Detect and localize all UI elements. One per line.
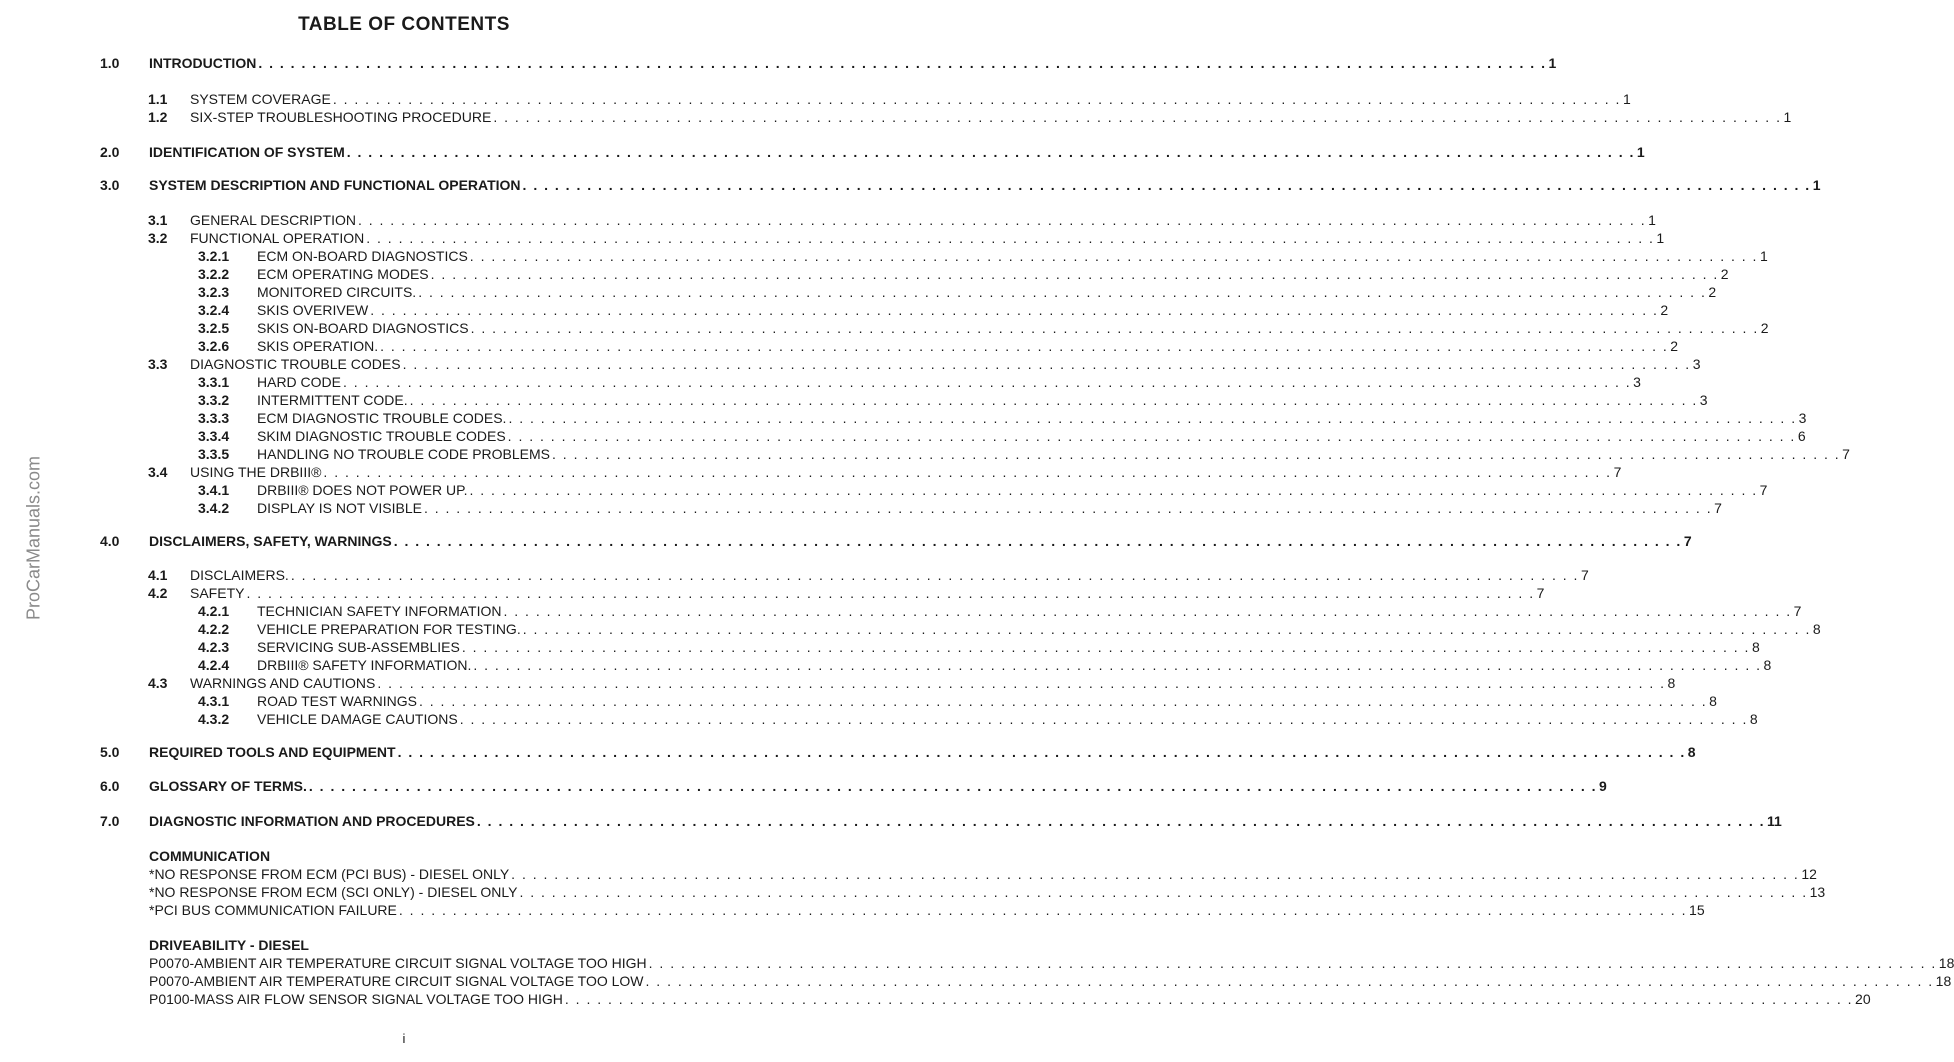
toc-entry-title: DRBIII® SAFETY INFORMATION. <box>257 657 472 673</box>
toc-dot-leader: . . . . . . . . . . . . . . . . . . . . . . . . . . . . . . . . . . . . . . . . . . . . . . . . . . . . . . . . . . . . . . . . . . . . . . . . . . . . . . . . . . . . . . . . . . . . . . . . . . . . . . . . . . . . . . . . . . . . . . . . <box>476 813 1766 829</box>
toc-entry[interactable] <box>0 247 1768 265</box>
toc-page-number: 8 <box>1709 693 1717 709</box>
toc-dot-leader: . . . . . . . . . . . . . . . . . . . . . . . . . . . . . . . . . . . . . . . . . . . . . . . . . . . . . . . . . . . . . . . . . . . . . . . . . . . . . . . . . . . . . . . . . . . . . . . . . . . . . . . . . . . . . . . . . . . . . . . . <box>564 991 1854 1007</box>
toc-entry-title: DISPLAY IS NOT VISIBLE <box>257 500 422 516</box>
toc-entry[interactable] <box>0 337 1679 355</box>
toc-entry[interactable] <box>0 710 1758 728</box>
toc-entry[interactable] <box>0 463 1622 481</box>
toc-entry-title: ROAD TEST WARNINGS <box>257 693 417 709</box>
toc-dot-leader: . . . . . . . . . . . . . . . . . . . . . . . . . . . . . . . . . . . . . . . . . . . . . . . . . . . . . . . . . . . . . . . . . . . . . . . . . . . . . . . . . . . . . . . . . . . . . . . . . . . . . . . . . . . . . . . . . . . . . . . . <box>493 109 1782 125</box>
toc-entry-title: SYSTEM COVERAGE <box>190 91 331 107</box>
toc-page-number: 8 <box>1751 639 1760 655</box>
toc-entry-number: 3.4 <box>148 464 168 480</box>
toc-dot-leader: . . . . . . . . . . . . . . . . . . . . . . . . . . . . . . . . . . . . . . . . . . . . . . . . . . . . . . . . . . . . . . . . . . . . . . . . . . . . . . . . . . . . . . . . . . . . . . . . . . . . . . . . . . . . . . . . . . . . . . . . <box>258 55 1547 71</box>
toc-entry-number: 3.0 <box>100 177 120 193</box>
toc-page-number: 8 <box>1812 621 1821 637</box>
toc-entry-number: 3.3.4 <box>198 428 230 444</box>
toc-entry[interactable] <box>0 54 1557 72</box>
toc-dot-leader: . . . . . . . . . . . . . . . . . . . . . . . . . . . . . . . . . . . . . . . . . . . . . . . . . . . . . . . . . . . . . . . . . . . . . . . . . . . . . . . . . . . . . . . . . . . . . . . . . . . . . . . . . . . . . . . . . . . . . . . . <box>393 533 1682 549</box>
toc-entry-title: DISCLAIMERS. <box>190 567 289 583</box>
toc-entry[interactable] <box>0 883 1826 901</box>
toc-page-number: 1 <box>1783 109 1792 125</box>
toc-dot-leader: . . . . . . . . . . . . . . . . . . . . . . . . . . . . . . . . . . . . . . . . . . . . . . . . . . . . . . . . . . . . . . . . . . . . . . . . . . . . . . . . . . . . . . . . . . . . . . . . . . . . . . . . . . . . . . . . . . . . . . . . <box>409 392 1698 408</box>
toc-dot-leader: . . . . . . . . . . . . . . . . . . . . . . . . . . . . . . . . . . . . . . . . . . . . . . . . . . . . . . . . . . . . . . . . . . . . . . . . . . . . . . . . . . . . . . . . . . . . . . . . . . . . . . . . . . . . . . . . . . . . . . . . <box>402 356 1691 372</box>
toc-entry[interactable] <box>0 777 1607 795</box>
toc-entry-title: USING THE DRBIII® <box>190 464 322 480</box>
toc-entry[interactable] <box>0 445 1850 463</box>
toc-entry-number: 3.2.5 <box>198 320 230 336</box>
toc-page-number: 8 <box>1763 657 1772 673</box>
toc-entry[interactable] <box>0 391 1708 409</box>
toc-page-number: 12 <box>1801 866 1817 882</box>
toc-dot-leader: . . . . . . . . . . . . . . . . . . . . . . . . . . . . . . . . . . . . . . . . . . . . . . . . . . . . . . . . . . . . . . . . . . . . . . . . . . . . . . . . . . . . . . . . . . . . . . . . . . . . . . . . . . . . . . . . . . . . . . . . <box>645 973 1934 989</box>
toc-page-number: 2 <box>1708 284 1717 300</box>
toc-dot-leader: . . . . . . . . . . . . . . . . . . . . . . . . . . . . . . . . . . . . . . . . . . . . . . . . . . . . . . . . . . . . . . . . . . . . . . . . . . . . . . . . . . . . . . . . . . . . . . . . . . . . . . . . . . . . . . . . . . . . . . . . <box>473 657 1762 673</box>
toc-entry-title: DISCLAIMERS, SAFETY, WARNINGS <box>149 533 392 549</box>
toc-entry-number: 3.2 <box>148 230 168 246</box>
toc-page-number: 18 <box>1938 955 1954 971</box>
toc-entry[interactable] <box>0 954 1954 972</box>
toc-dot-leader: . . . . . . . . . . . . . . . . . . . . . . . . . . . . . . . . . . . . . . . . . . . . . . . . . . . . . . . . . . . . . . . . . . . . . . . . . . . . . . . . . . . . . . . . . . . . . . . . . . . . . . . . . . . . . . . . . . . . . . . . <box>380 338 1669 354</box>
toc-entry[interactable] <box>0 499 1722 517</box>
toc-page-number: 2 <box>1660 302 1669 318</box>
toc-dot-leader: . . . . . . . . . . . . . . . . . . . . . . . . . . . . . . . . . . . . . . . . . . . . . . . . . . . . . . . . . . . . . . . . . . . . . . . . . . . . . . . . . . . . . . . . . . . . . . . . . . . . . . . . . . . . . . . . . . . . . . . . <box>459 711 1748 727</box>
toc-dot-leader: . . . . . . . . . . . . . . . . . . . . . . . . . . . . . . . . . . . . . . . . . . . . . . . . . . . . . . . . . . . . . . . . . . . . . . . . . . . . . . . . . . . . . . . . . . . . . . . . . . . . . . . . . . . . . . . . . . . . . . . . <box>370 302 1659 318</box>
toc-entry[interactable] <box>0 108 1792 126</box>
toc-entry-number: 3.3.5 <box>198 446 230 462</box>
toc-page-number: 1 <box>1636 144 1645 160</box>
toc-entry-title: VEHICLE PREPARATION FOR TESTING. <box>257 621 521 637</box>
toc-entry-title: P0100-MASS AIR FLOW SENSOR SIGNAL VOLTAGE TOO HIGH <box>149 991 563 1007</box>
toc-entry-title: P0070-AMBIENT AIR TEMPERATURE CIRCUIT SIGNAL VOLTAGE TOO LOW <box>149 973 644 989</box>
toc-entry-number: 5.0 <box>100 744 120 760</box>
toc-dot-leader: . . . . . . . . . . . . . . . . . . . . . . . . . . . . . . . . . . . . . . . . . . . . . . . . . . . . . . . . . . . . . . . . . . . . . . . . . . . . . . . . . . . . . . . . . . . . . . . . . . . . . . . . . . . . . . . . . . . . . . . . <box>398 902 1688 918</box>
toc-entry-number: 3.2.4 <box>198 302 230 318</box>
toc-entry-number: 4.2.3 <box>198 639 230 655</box>
toc-entry-number: 4.2 <box>148 585 168 601</box>
toc-entry-title: IDENTIFICATION OF SYSTEM <box>149 144 345 160</box>
toc-page-number: 1 <box>1622 91 1631 107</box>
toc-page-number: 2 <box>1760 320 1769 336</box>
toc-page-number: 8 <box>1687 744 1696 760</box>
toc-entry[interactable] <box>0 692 1717 710</box>
toc-entry-title: SKIS OVERIVEW <box>257 302 369 318</box>
toc-dot-leader: . . . . . . . . . . . . . . . . . . . . . . . . . . . . . . . . . . . . . . . . . . . . . . . . . . . . . . . . . . . . . . . . . . . . . . . . . . . . . . . . . . . . . . . . . . . . . . . . . . . . . . . . . . . . . . . . . . . . . . . . <box>470 320 1759 336</box>
toc-entry[interactable] <box>0 301 1669 319</box>
toc-entry-title: SKIS OPERATION. <box>257 338 379 354</box>
toc-entry[interactable] <box>0 901 1705 919</box>
toc-entry-title: SERVICING SUB-ASSEMBLIES <box>257 639 460 655</box>
toc-entry-number: 4.0 <box>100 533 120 549</box>
toc-dot-leader: . . . . . . . . . . . . . . . . . . . . . . . . . . . . . . . . . . . . . . . . . . . . . . . . . . . . . . . . . . . . . . . . . . . . . . . . . . . . . . . . . . . . . . . . . . . . . . . . . . . . . . . . . . . . . . . . . . . . . . . . <box>418 284 1707 300</box>
toc-entry[interactable] <box>0 283 1717 301</box>
toc-entry[interactable] <box>0 427 1806 445</box>
toc-dot-leader: . . . . . . . . . . . . . . . . . . . . . . . . . . . . . . . . . . . . . . . . . . . . . . . . . . . . . . . . . . . . . . . . . . . . . . . . . . . . . . . . . . . . . . . . . . . . . . . . . . . . . . . . . . . . . . . . . . . . . . . . <box>503 603 1792 619</box>
toc-entry-title: INTRODUCTION <box>149 55 257 71</box>
toc-entry-number: 1.2 <box>148 109 168 125</box>
toc-entry-number: 4.2.2 <box>198 621 230 637</box>
toc-dot-leader: . . . . . . . . . . . . . . . . . . . . . . . . . . . . . . . . . . . . . . . . . . . . . . . . . . . . . . . . . . . . . . . . . . . . . . . . . . . . . . . . . . . . . . . . . . . . . . . . . . . . . . . . . . . . . . . . . . . . . . . . <box>648 955 1937 971</box>
toc-page-number: 7 <box>1793 603 1802 619</box>
toc-entry-number: 3.2.6 <box>198 338 230 354</box>
toc-entry[interactable] <box>0 176 1821 194</box>
toc-entry-title: DRIVEABILITY - DIESEL <box>149 937 309 953</box>
toc-entry-number: 4.1 <box>148 567 168 583</box>
toc-entry-number: 3.2.3 <box>198 284 230 300</box>
toc-section-heading[interactable] <box>0 847 808 865</box>
toc-dot-leader: . . . . . . . . . . . . . . . . . . . . . . . . . . . . . . . . . . . . . . . . . . . . . . . . . . . . . . . . . . . . . . . . . . . . . . . . . . . . . . . . . . . . . . . . . . . . . . . . . . . . . . . . . . . . . . . . . . . . . . . . <box>423 500 1713 516</box>
toc-page-number: 8 <box>1749 711 1758 727</box>
page-title: TABLE OF CONTENTS <box>298 14 510 35</box>
toc-entry-number: 3.2.1 <box>198 248 230 264</box>
toc-page-number: 13 <box>1809 884 1826 900</box>
toc-entry-number: 3.4.1 <box>198 482 230 498</box>
toc-dot-leader: . . . . . . . . . . . . . . . . . . . . . . . . . . . . . . . . . . . . . . . . . . . . . . . . . . . . . . . . . . . . . . . . . . . . . . . . . . . . . . . . . . . . . . . . . . . . . . . . . . . . . . . . . . . . . . . . . . . . . . . . <box>397 744 1686 760</box>
toc-entry[interactable] <box>0 143 1645 161</box>
toc-entry[interactable] <box>0 584 1545 602</box>
page-number: i <box>402 1031 406 1046</box>
toc-entry-title: P0070-AMBIENT AIR TEMPERATURE CIRCUIT SIGNAL VOLTAGE TOO HIGH <box>149 955 647 971</box>
toc-page-number: 18 <box>1935 973 1952 989</box>
toc-page-number: 7 <box>1613 464 1622 480</box>
toc-entry-title: SKIM DIAGNOSTIC TROUBLE CODES <box>257 428 506 444</box>
toc-entry[interactable] <box>0 656 1772 674</box>
toc-entry[interactable] <box>0 865 1817 883</box>
toc-entry[interactable] <box>0 620 1821 638</box>
toc-section-heading[interactable] <box>0 936 808 954</box>
toc-page-number: 7 <box>1536 585 1545 601</box>
toc-entry-number: 4.3 <box>148 675 168 691</box>
toc-entry-title: SIX-STEP TROUBLESHOOTING PROCEDURE <box>190 109 492 125</box>
toc-dot-leader: . . . . . . . . . . . . . . . . . . . . . . . . . . . . . . . . . . . . . . . . . . . . . . . . . . . . . . . . . . . . . . . . . . . . . . . . . . . . . . . . . . . . . . . . . . . . . . . . . . . . . . . . . . . . . . . . . . . . . . . . <box>343 374 1632 390</box>
toc-page-number: 1 <box>1648 212 1656 228</box>
toc-entry[interactable] <box>0 319 1769 337</box>
toc-entry[interactable] <box>0 373 1641 391</box>
toc-page-number: 11 <box>1767 813 1782 829</box>
toc-entry-title: WARNINGS AND CAUTIONS <box>190 675 376 691</box>
toc-entry[interactable] <box>0 532 1692 550</box>
toc-dot-leader: . . . . . . . . . . . . . . . . . . . . . . . . . . . . . . . . . . . . . . . . . . . . . . . . . . . . . . . . . . . . . . . . . . . . . . . . . . . . . . . . . . . . . . . . . . . . . . . . . . . . . . . . . . . . . . . . . . . . . . . . <box>519 884 1808 900</box>
toc-entry-title: DRBIII® DOES NOT POWER UP. <box>257 482 468 498</box>
toc-dot-leader: . . . . . . . . . . . . . . . . . . . . . . . . . . . . . . . . . . . . . . . . . . . . . . . . . . . . . . . . . . . . . . . . . . . . . . . . . . . . . . . . . . . . . . . . . . . . . . . . . . . . . . . . . . . . . . . . . . . . . . . . <box>377 675 1666 691</box>
toc-entry-title: GLOSSARY OF TERMS. <box>149 778 307 794</box>
toc-page-number: 6 <box>1797 428 1806 444</box>
toc-entry-title: REQUIRED TOOLS AND EQUIPMENT <box>149 744 396 760</box>
toc-entry-title: TECHNICIAN SAFETY INFORMATION <box>257 603 502 619</box>
toc-entry-number: 3.3.3 <box>198 410 230 426</box>
toc-page-number: 7 <box>1714 500 1722 516</box>
toc-dot-leader: . . . . . . . . . . . . . . . . . . . . . . . . . . . . . . . . . . . . . . . . . . . . . . . . . . . . . . . . . . . . . . . . . . . . . . . . . . . . . . . . . . . . . . . . . . . . . . . . . . . . . . . . . . . . . . . . . . . . . . . . <box>366 230 1655 246</box>
toc-entry[interactable] <box>0 972 1952 990</box>
toc-entry-title: DIAGNOSTIC TROUBLE CODES <box>190 356 401 372</box>
toc-entry-number: 4.3.1 <box>198 693 230 709</box>
toc-dot-leader: . . . . . . . . . . . . . . . . . . . . . . . . . . . . . . . . . . . . . . . . . . . . . . . . . . . . . . . . . . . . . . . . . . . . . . . . . . . . . . . . . . . . . . . . . . . . . . . . . . . . . . . . . . . . . . . . . . . . . . . . <box>522 177 1811 193</box>
toc-entry-number: 4.2.4 <box>198 657 230 673</box>
toc-entry[interactable] <box>0 481 1768 499</box>
toc-entry-title: *NO RESPONSE FROM ECM (SCI ONLY) - DIESEL ONLY <box>149 884 518 900</box>
toc-entry-number: 3.4.2 <box>198 500 230 516</box>
toc-dot-leader: . . . . . . . . . . . . . . . . . . . . . . . . . . . . . . . . . . . . . . . . . . . . . . . . . . . . . . . . . . . . . . . . . . . . . . . . . . . . . . . . . . . . . . . . . . . . . . . . . . . . . . . . . . . . . . . . . . . . . . . . <box>511 866 1800 882</box>
toc-entry[interactable] <box>0 990 1871 1008</box>
toc-entry[interactable] <box>0 602 1802 620</box>
toc-entry-number: 2.0 <box>100 144 120 160</box>
toc-page-number: 9 <box>1599 778 1607 794</box>
toc-entry[interactable] <box>0 409 1807 427</box>
toc-entry-title: SYSTEM DESCRIPTION AND FUNCTIONAL OPERATION <box>149 177 521 193</box>
toc-page-number: 1 <box>1656 230 1665 246</box>
toc-entry-title: *PCI BUS COMMUNICATION FAILURE <box>149 902 397 918</box>
toc-entry-number: 3.3.1 <box>198 374 230 390</box>
toc-entry-title: DIAGNOSTIC INFORMATION AND PROCEDURES <box>149 813 475 829</box>
toc-page-number: 2 <box>1670 338 1679 354</box>
toc-dot-leader: . . . . . . . . . . . . . . . . . . . . . . . . . . . . . . . . . . . . . . . . . . . . . . . . . . . . . . . . . . . . . . . . . . . . . . . . . . . . . . . . . . . . . . . . . . . . . . . . . . . . . . . . . . . . . . . . . . . . . . . . <box>346 144 1635 160</box>
toc-entry[interactable] <box>0 211 1656 229</box>
toc-dot-leader: . . . . . . . . . . . . . . . . . . . . . . . . . . . . . . . . . . . . . . . . . . . . . . . . . . . . . . . . . . . . . . . . . . . . . . . . . . . . . . . . . . . . . . . . . . . . . . . . . . . . . . . . . . . . . . . . . . . . . . . . <box>522 621 1811 637</box>
toc-page-number: 15 <box>1689 902 1705 918</box>
toc-dot-leader: . . . . . . . . . . . . . . . . . . . . . . . . . . . . . . . . . . . . . . . . . . . . . . . . . . . . . . . . . . . . . . . . . . . . . . . . . . . . . . . . . . . . . . . . . . . . . . . . . . . . . . . . . . . . . . . . . . . . . . . . <box>308 778 1598 794</box>
toc-page-number: 7 <box>1580 567 1589 583</box>
toc-dot-leader: . . . . . . . . . . . . . . . . . . . . . . . . . . . . . . . . . . . . . . . . . . . . . . . . . . . . . . . . . . . . . . . . . . . . . . . . . . . . . . . . . . . . . . . . . . . . . . . . . . . . . . . . . . . . . . . . . . . . . . . . <box>418 693 1708 709</box>
toc-page-number: 2 <box>1720 266 1729 282</box>
toc-entry-title: INTERMITTENT CODE. <box>257 392 408 408</box>
toc-dot-leader: . . . . . . . . . . . . . . . . . . . . . . . . . . . . . . . . . . . . . . . . . . . . . . . . . . . . . . . . . . . . . . . . . . . . . . . . . . . . . . . . . . . . . . . . . . . . . . . . . . . . . . . . . . . . . . . . . . . . . . . . <box>290 567 1579 583</box>
toc-entry[interactable] <box>0 638 1760 656</box>
toc-dot-leader: . . . . . . . . . . . . . . . . . . . . . . . . . . . . . . . . . . . . . . . . . . . . . . . . . . . . . . . . . . . . . . . . . . . . . . . . . . . . . . . . . . . . . . . . . . . . . . . . . . . . . . . . . . . . . . . . . . . . . . . . <box>430 266 1719 282</box>
toc-entry-number: 3.1 <box>148 212 168 228</box>
toc-entry-number: 4.3.2 <box>198 711 230 727</box>
toc-entry[interactable] <box>0 743 1696 761</box>
toc-page-number: 1 <box>1759 248 1768 264</box>
toc-entry-title: HANDLING NO TROUBLE CODE PROBLEMS <box>257 446 551 462</box>
toc-page-number: 3 <box>1633 374 1641 390</box>
toc-dot-leader: . . . . . . . . . . . . . . . . . . . . . . . . . . . . . . . . . . . . . . . . . . . . . . . . . . . . . . . . . . . . . . . . . . . . . . . . . . . . . . . . . . . . . . . . . . . . . . . . . . . . . . . . . . . . . . . . . . . . . . . . <box>469 482 1758 498</box>
toc-entry-number: 6.0 <box>100 778 120 794</box>
toc-entry-title: ECM ON-BOARD DIAGNOSTICS <box>257 248 468 264</box>
toc-dot-leader: . . . . . . . . . . . . . . . . . . . . . . . . . . . . . . . . . . . . . . . . . . . . . . . . . . . . . . . . . . . . . . . . . . . . . . . . . . . . . . . . . . . . . . . . . . . . . . . . . . . . . . . . . . . . . . . . . . . . . . . . <box>507 428 1796 444</box>
toc-entry-title: SKIS ON-BOARD DIAGNOSTICS <box>257 320 469 336</box>
toc-entry-title: COMMUNICATION <box>149 848 271 864</box>
toc-entry-title: VEHICLE DAMAGE CAUTIONS <box>257 711 458 727</box>
toc-dot-leader: . . . . . . . . . . . . . . . . . . . . . . . . . . . . . . . . . . . . . . . . . . . . . . . . . . . . . . . . . . . . . . . . . . . . . . . . . . . . . . . . . . . . . . . . . . . . . . . . . . . . . . . . . . . . . . . . . . . . . . . . <box>332 91 1621 107</box>
toc-entry[interactable] <box>0 355 1701 373</box>
toc-entry[interactable] <box>0 812 1782 830</box>
watermark-text: ProCarManuals.com <box>23 455 44 621</box>
toc-page-number: 1 <box>1812 177 1821 193</box>
toc-page-number: 20 <box>1855 991 1871 1007</box>
toc-entry-title: HARD CODE <box>257 374 342 390</box>
toc-dot-leader: . . . . . . . . . . . . . . . . . . . . . . . . . . . . . . . . . . . . . . . . . . . . . . . . . . . . . . . . . . . . . . . . . . . . . . . . . . . . . . . . . . . . . . . . . . . . . . . . . . . . . . . . . . . . . . . . . . . . . . . . <box>246 585 1535 601</box>
toc-entry-title: ECM OPERATING MODES <box>257 266 429 282</box>
toc-page-number: 1 <box>1548 55 1557 71</box>
toc-dot-leader: . . . . . . . . . . . . . . . . . . . . . . . . . . . . . . . . . . . . . . . . . . . . . . . . . . . . . . . . . . . . . . . . . . . . . . . . . . . . . . . . . . . . . . . . . . . . . . . . . . . . . . . . . . . . . . . . . . . . . . . . <box>323 464 1612 480</box>
toc-entry-number: 1.1 <box>148 91 168 107</box>
toc-page-number: 3 <box>1692 356 1701 372</box>
toc-page-number: 3 <box>1699 392 1708 408</box>
toc-entry[interactable] <box>0 90 1631 108</box>
toc-page-number: 7 <box>1842 446 1850 462</box>
toc-dot-leader: . . . . . . . . . . . . . . . . . . . . . . . . . . . . . . . . . . . . . . . . . . . . . . . . . . . . . . . . . . . . . . . . . . . . . . . . . . . . . . . . . . . . . . . . . . . . . . . . . . . . . . . . . . . . . . . . . . . . . . . . <box>461 639 1750 655</box>
toc-page-number: 3 <box>1798 410 1807 426</box>
toc-entry-number: 4.2.1 <box>198 603 230 619</box>
toc-entry-title: MONITORED CIRCUITS. <box>257 284 417 300</box>
toc-entry-title: *NO RESPONSE FROM ECM (PCI BUS) - DIESEL ONLY <box>149 866 510 882</box>
toc-entry-title: ECM DIAGNOSTIC TROUBLE CODES. <box>257 410 507 426</box>
toc-entry[interactable] <box>0 674 1676 692</box>
toc-entry-title: FUNCTIONAL OPERATION <box>190 230 365 246</box>
toc-entry-title: SAFETY <box>190 585 245 601</box>
toc-entry-number: 3.3.2 <box>198 392 230 408</box>
toc-entry[interactable] <box>0 265 1729 283</box>
toc-entry[interactable] <box>0 566 1589 584</box>
toc-entry-number: 3.3 <box>148 356 168 372</box>
toc-entry-number: 3.2.2 <box>198 266 230 282</box>
toc-dot-leader: . . . . . . . . . . . . . . . . . . . . . . . . . . . . . . . . . . . . . . . . . . . . . . . . . . . . . . . . . . . . . . . . . . . . . . . . . . . . . . . . . . . . . . . . . . . . . . . . . . . . . . . . . . . . . . . . . . . . . . . . <box>508 410 1797 426</box>
toc-entry-number: 7.0 <box>100 813 120 829</box>
toc-dot-leader: . . . . . . . . . . . . . . . . . . . . . . . . . . . . . . . . . . . . . . . . . . . . . . . . . . . . . . . . . . . . . . . . . . . . . . . . . . . . . . . . . . . . . . . . . . . . . . . . . . . . . . . . . . . . . . . . . . . . . . . . <box>552 446 1841 462</box>
toc-entry[interactable] <box>0 229 1665 247</box>
toc-page-number: 7 <box>1759 482 1768 498</box>
toc-dot-leader: . . . . . . . . . . . . . . . . . . . . . . . . . . . . . . . . . . . . . . . . . . . . . . . . . . . . . . . . . . . . . . . . . . . . . . . . . . . . . . . . . . . . . . . . . . . . . . . . . . . . . . . . . . . . . . . . . . . . . . . . <box>357 212 1647 228</box>
toc-page-number: 8 <box>1667 675 1676 691</box>
toc-entry-number: 1.0 <box>100 55 120 71</box>
toc-entry-title: GENERAL DESCRIPTION <box>190 212 356 228</box>
toc-dot-leader: . . . . . . . . . . . . . . . . . . . . . . . . . . . . . . . . . . . . . . . . . . . . . . . . . . . . . . . . . . . . . . . . . . . . . . . . . . . . . . . . . . . . . . . . . . . . . . . . . . . . . . . . . . . . . . . . . . . . . . . . <box>469 248 1758 264</box>
toc-page-number: 7 <box>1683 533 1692 549</box>
